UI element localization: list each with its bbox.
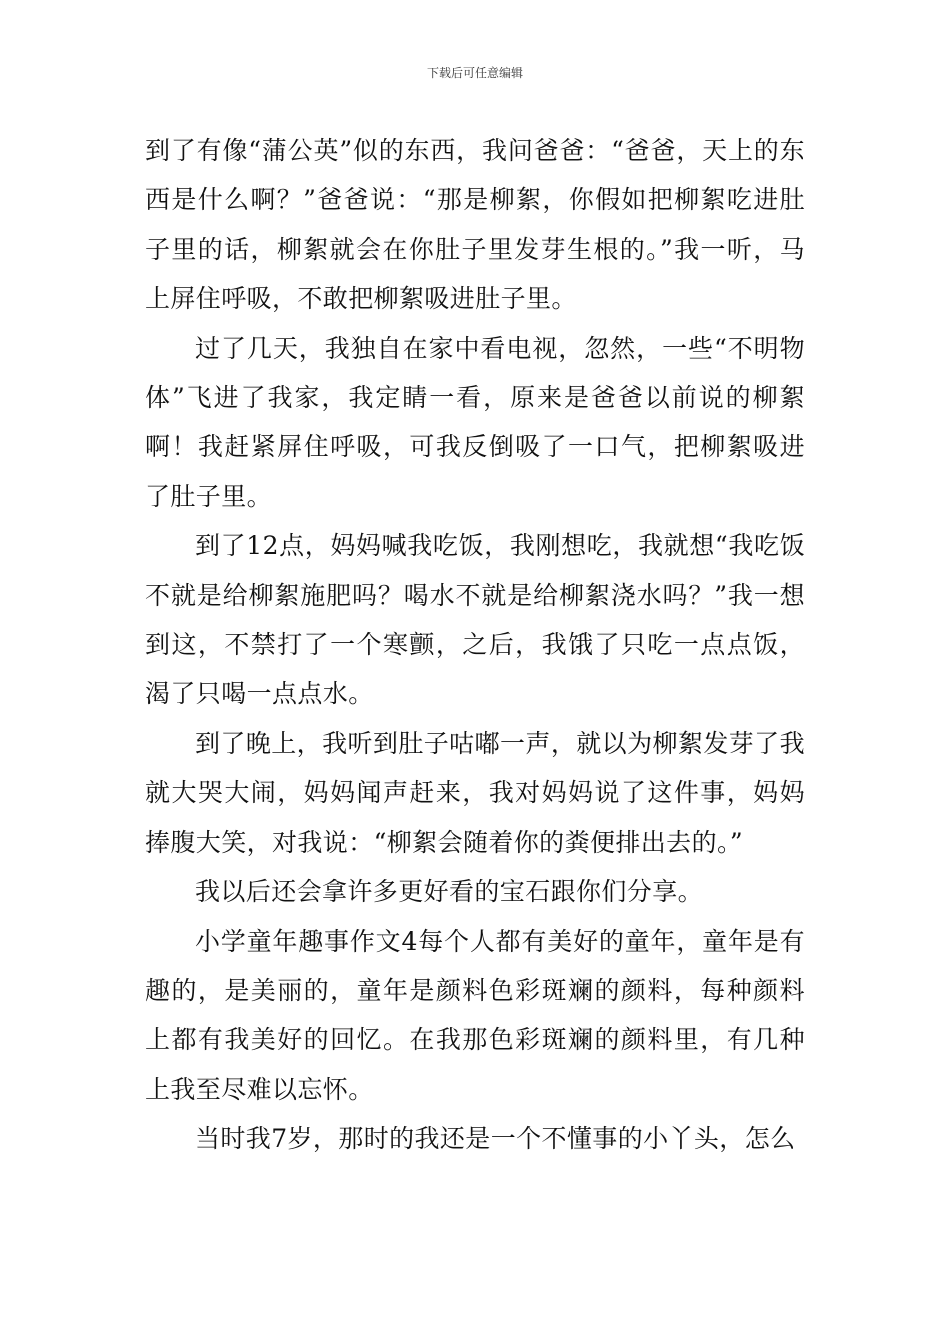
paragraph-4: 到了晚上，我听到肚子咕嘟一声，就以为柳絮发芽了我就大哭大闹，妈妈闻声赶来，我对妈妈说了这件事，妈妈捧腹大笑，对我说：“柳絮会随着你的粪便排出去的。” bbox=[145, 728, 805, 857]
paragraph-7: 当时我7岁，那时的我还是一个不懂事的小丫头，怎么 bbox=[195, 1124, 796, 1154]
paragraph-1: 到了有像“蒲公英”似的东西，我问爸爸：“爸爸，天上的东西是什么啊？”爸爸说：“那是柳絮，你假如把柳絮吃进肚子里的话，柳絮就会在你肚子里发芽生根的。”我一听，马上屏住呼吸，不敢把柳絮吸进肚子里。 bbox=[145, 136, 805, 314]
page-header-note: 下载后可任意编辑 bbox=[426, 66, 523, 80]
document-body bbox=[145, 126, 805, 1164]
paragraph-6: 小学童年趣事作文4每个人都有美好的童年，童年是有趣的，是美丽的，童年是颜料色彩斑斓的颜料，每种颜料上都有我美好的回忆。在我那色彩斑斓的颜料里，有几种上我至尽难以忘怀。 bbox=[145, 926, 805, 1104]
paragraph-2: 过了几天，我独自在家中看电视，忽然，一些“不明物体”飞进了我家，我定睛一看，原来是爸爸以前说的柳絮啊！我赶紧屏住呼吸，可我反倒吸了一口气，把柳絮吸进了肚子里。 bbox=[145, 333, 805, 511]
paragraph-5: 我以后还会拿许多更好看的宝石跟你们分享。 bbox=[195, 877, 704, 907]
paragraph-3: 到了12点，妈妈喊我吃饭，我刚想吃，我就想“我吃饭不就是给柳絮施肥吗？喝水不就是给柳絮浇水吗？”我一想到这，不禁打了一个寒颤，之后，我饿了只吃一点点饭，渴了只喝一点点水。 bbox=[145, 531, 805, 709]
